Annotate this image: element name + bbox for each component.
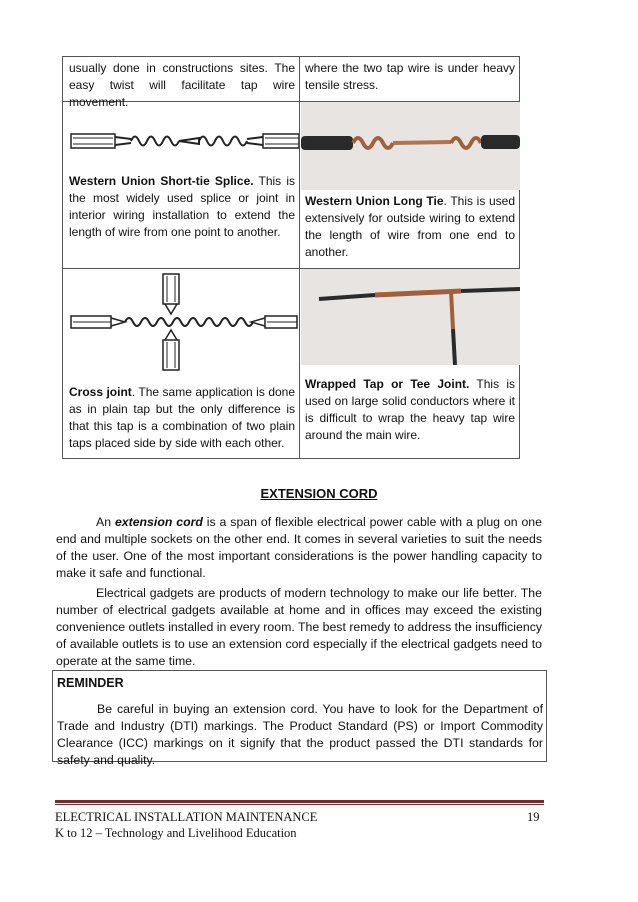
splice-table [62,56,520,459]
footer-rule-thin [55,804,544,805]
section-title: EXTENSION CORD [260,486,378,501]
para1-rest: is a span of flexible electrical power cable with a plug on one end and multiple sockets on the other end. It comes in several varieties to suit the needs of the user. One of the most important considerations is the power handling capacity to make it safe and functional. [56,515,542,580]
row0-left-text: usually done in constructions sites. The easy twist will facilitate tap wire movement. [69,61,295,109]
footer-title: ELECTRICAL INSTALLATION MAINTENANCE [55,810,318,824]
wrapped-tap-title: Wrapped Tap or Tee Joint. [305,377,470,391]
page-number: 19 [527,810,540,824]
wrapped-tap-photo [301,269,520,365]
row0-right-text: where the two tap wire is under heavy tensile stress. [305,61,515,92]
row1-left-text [69,173,295,241]
reminder-box [52,670,547,767]
row2-right-text [305,376,515,444]
footer-subtitle: K to 12 – Technology and Livelihood Education [55,826,297,840]
short-tie-splice-drawing [69,125,299,157]
reminder-title: REMINDER [57,676,124,690]
long-tie-photo [301,102,520,190]
wrapped-tap-body: This is used on large solid conductors where it is difficult to wrap the heavy tap wire around the main wire. [305,377,515,442]
row1-right-text [305,193,515,261]
para1-term: extension cord [114,515,203,529]
footer-rule [55,800,544,803]
table-divider-vertical [299,57,300,458]
para1-lead: An [96,515,115,529]
paragraph-electrical-gadgets: Electrical gadgets are products of modern technology to make our life better. The number of electrical gadgets available at home and in offices may exceed the existing convenience outlets installed in every room. The best remedy to address the insufficiency of available outlets is to use an extension cord especially if the electrical gadgets need to operate at the same time. [56,586,542,668]
paragraph-extension-cord [56,514,542,582]
cross-joint-title: Cross joint [69,385,132,399]
short-tie-body: This is the most widely used splice or joint in interior wiring installation to extend the length of wire from one point to another. [69,174,295,239]
row2-left-text [69,384,295,452]
short-tie-title: Western Union Short-tie Splice. [69,174,254,188]
cross-joint-body: . The same application is done as in plain tap but the only difference is that this tap is a combination of two plain taps placed side by side with each other. [69,385,296,450]
reminder-body: Be careful in buying an extension cord. You have to look for the Department of Trade and Industry (DTI) markings. The Product Standard (PS) or Import Commodity Clearance (ICC) markings on it signify that the product passed the DTI standards for safety and quality. [57,702,543,767]
long-tie-body: . This is used extensively for outside wiring to extend the length of wire from one end to another. [305,194,516,259]
long-tie-title: Western Union Long Tie [305,194,444,208]
cross-joint-drawing [69,272,299,372]
